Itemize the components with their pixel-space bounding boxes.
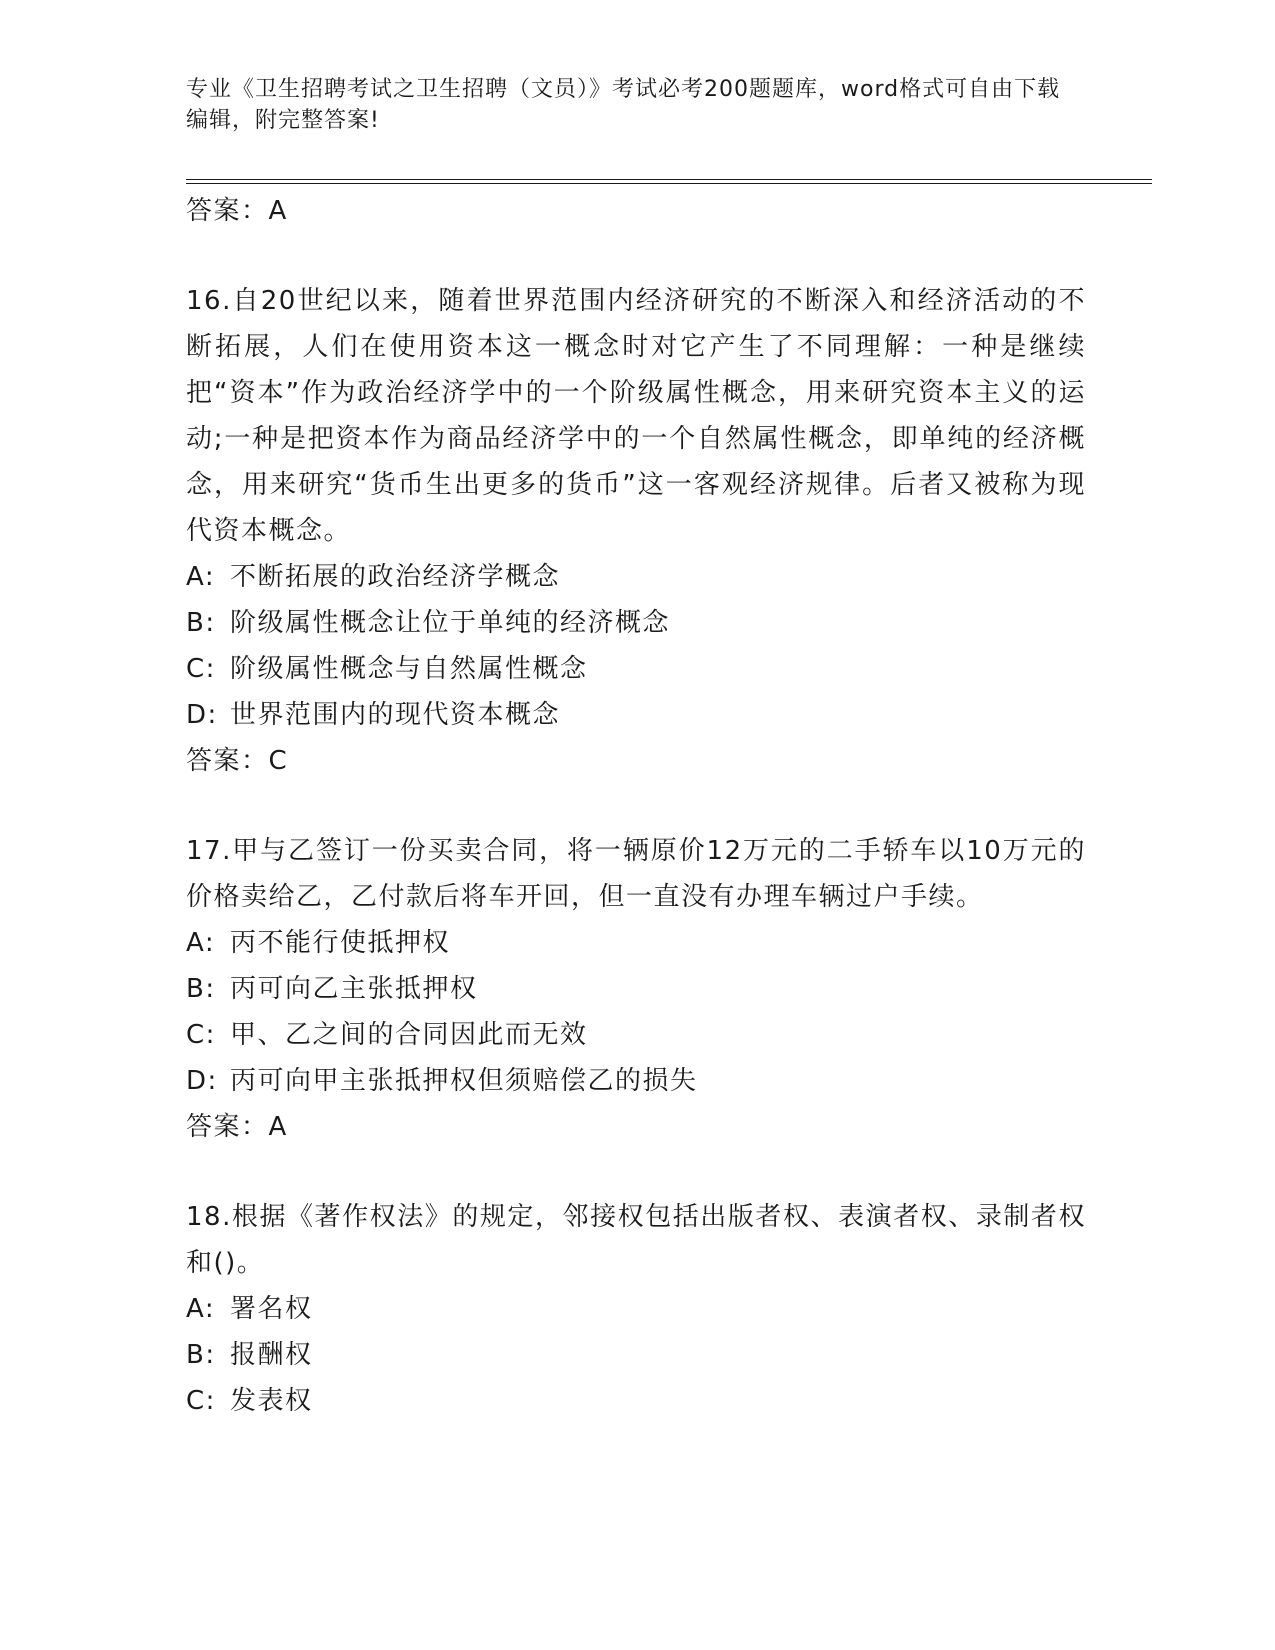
option-text: 报酬权 [230, 1340, 313, 1370]
option-b [186, 600, 1086, 646]
option-text: 丙可向乙主张抵押权 [230, 974, 478, 1004]
question-16 [186, 278, 1086, 784]
option-letter: C: [186, 654, 216, 684]
answer-line: 答案：C [186, 746, 289, 776]
option-text: 发表权 [230, 1386, 313, 1416]
option-letter: B: [186, 974, 216, 1004]
option-d [186, 1058, 1086, 1104]
answer-line: 答案：A [186, 196, 288, 226]
option-b [186, 1332, 1086, 1378]
question-17 [186, 828, 1086, 1150]
header-rule-top [186, 179, 1152, 180]
option-b [186, 966, 1086, 1012]
option-c [186, 1012, 1086, 1058]
option-text: 阶级属性概念让位于单纯的经济概念 [230, 608, 671, 638]
option-letter: D: [186, 700, 218, 730]
header-rule-bottom [186, 183, 1152, 184]
option-text: 世界范围内的现代资本概念 [230, 700, 561, 730]
option-text: 甲、乙之间的合同因此而无效 [230, 1020, 588, 1050]
question-text: 18.根据《著作权法》的规定，邻接权包括出版者权、表演者权、录制者权和()。 [186, 1202, 1086, 1278]
option-a [186, 1286, 1086, 1332]
option-text: 丙不能行使抵押权 [230, 928, 451, 958]
option-letter: B: [186, 1340, 216, 1370]
answer-line: 答案：A [186, 1112, 288, 1142]
option-letter: C: [186, 1020, 216, 1050]
option-text: 丙可向甲主张抵押权但须赔偿乙的损失 [230, 1066, 698, 1096]
question-text: 16.自20世纪以来，随着世界范围内经济研究的不断深入和经济活动的不断拓展，人们在使用资本这一概念时对它产生了不同理解：一种是继续把“资本”作为政治经济学中的一个阶级属性概念，用来研究资本主义的运动;一种是把资本作为商品经济学中的一个自然属性概念，即单纯的经济概念，用来研究“货币生出更多的货币”这一客观经济规律。后者又被称为现代资本概念。 [186, 286, 1086, 546]
option-c [186, 1378, 1086, 1424]
option-text: 阶级属性概念与自然属性概念 [230, 654, 588, 684]
option-a [186, 554, 1086, 600]
option-c [186, 646, 1086, 692]
option-text: 不断拓展的政治经济学概念 [230, 562, 561, 592]
option-letter: A: [186, 1294, 216, 1324]
option-d [186, 692, 1086, 738]
option-text: 署名权 [230, 1294, 313, 1324]
option-letter: C: [186, 1386, 216, 1416]
option-letter: D: [186, 1066, 218, 1096]
question-list [186, 188, 1086, 1424]
option-letter: A: [186, 928, 216, 958]
question-text: 17.甲与乙签订一份买卖合同，将一辆原价12万元的二手轿车以10万元的价格卖给乙，乙付款后将车开回，但一直没有办理车辆过户手续。 [186, 836, 1086, 912]
option-letter: B: [186, 608, 216, 638]
question-18 [186, 1194, 1086, 1424]
option-a [186, 920, 1086, 966]
option-letter: A: [186, 562, 216, 592]
page-header: 专业《卫生招聘考试之卫生招聘（文员）》考试必考200题题库，word格式可自由下载编辑，附完整答案! [186, 77, 1061, 133]
